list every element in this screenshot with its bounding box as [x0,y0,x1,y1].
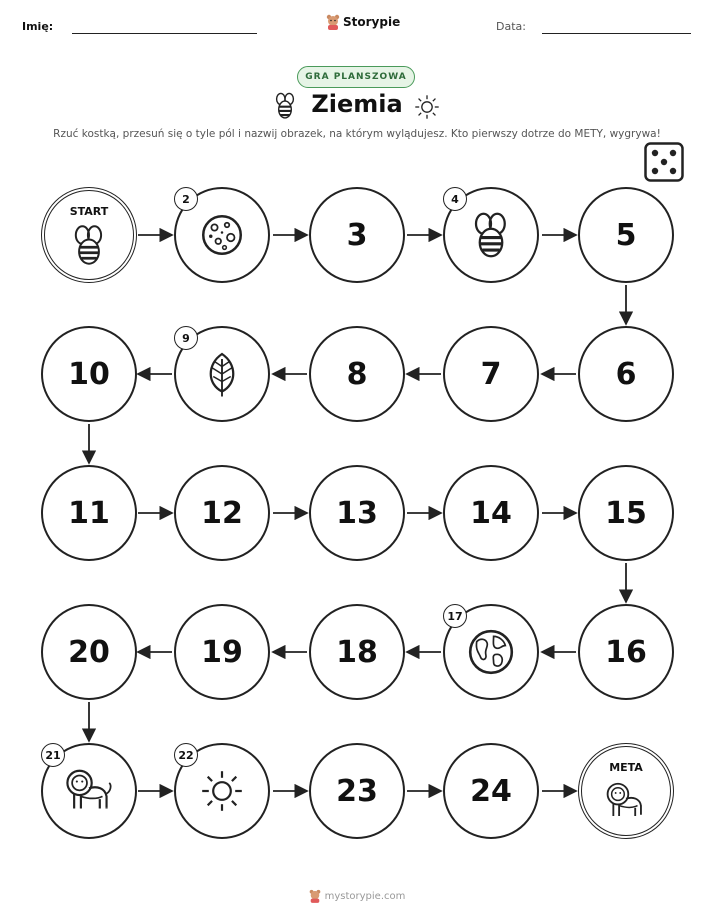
cell-number: 18 [336,634,378,670]
cell-number: 12 [201,495,243,531]
date-label: Data: [496,20,526,33]
finish-label: META [609,761,643,774]
cell-number-badge: 22 [174,743,198,767]
cell-number: 8 [346,356,368,392]
cell-number: 3 [346,217,368,253]
cell-number-badge: 2 [174,187,198,211]
board-cell-15 [578,465,674,561]
board-cell-12 [174,465,270,561]
board-cell-5 [578,187,674,283]
start-label: START [69,205,109,218]
cell-number: 20 [68,634,110,670]
cell-number: 19 [201,634,243,670]
cell-number: 6 [615,356,637,392]
board-cell-11 [41,465,137,561]
cell-number: 11 [68,495,110,531]
board-cell-13 [309,465,405,561]
start-cell [41,187,137,283]
cell-number: 16 [605,634,647,670]
earth-icon [465,626,517,678]
page-title: Ziemia [311,90,403,118]
moon-icon [197,210,247,260]
board-cell-4 [443,187,539,283]
cell-number: 23 [336,773,378,809]
leaf-icon [197,349,247,399]
brand-name: Storypie [343,15,401,29]
lion-icon [603,778,649,824]
bee-icon [67,223,111,267]
finish-cell [578,743,674,839]
game-type-badge: GRA PLANSZOWA [297,66,415,88]
board-cell-22 [174,743,270,839]
name-label: Imię: [22,20,54,33]
board-cell-23 [309,743,405,839]
cell-number-badge: 21 [41,743,65,767]
board-cell-2 [174,187,270,283]
cell-number: 7 [480,356,502,392]
lion-icon [62,764,116,818]
cell-number: 5 [615,217,637,253]
board-cell-8 [309,326,405,422]
board-cell-18 [309,604,405,700]
instructions: Rzuć kostką, przesuń się o tyle pól i nazwij obrazek, na którym wylądujesz. Kto pierwszy dotrze do METY, wygrywa! [53,128,661,140]
cell-number: 10 [68,356,110,392]
sun-icon [200,769,244,813]
board-cell-3 [309,187,405,283]
cell-number-badge: 17 [443,604,467,628]
board-cell-6 [578,326,674,422]
board-cell-9 [174,326,270,422]
bee-icon [466,210,516,260]
cell-number: 14 [470,495,512,531]
cell-number-badge: 9 [174,326,198,350]
board-cell-7 [443,326,539,422]
board-cell-14 [443,465,539,561]
board-cell-16 [578,604,674,700]
footer-url: mystorypie.com [324,890,406,902]
bear-logo-icon [309,889,321,903]
board-cell-21 [41,743,137,839]
board-cell-24 [443,743,539,839]
cell-number: 24 [470,773,512,809]
cell-number: 15 [605,495,647,531]
cell-number-badge: 4 [443,187,467,211]
footer [0,889,714,903]
board-cell-10 [41,326,137,422]
board-cell-20 [41,604,137,700]
board-cell-19 [174,604,270,700]
cell-number: 13 [336,495,378,531]
board-cell-17 [443,604,539,700]
